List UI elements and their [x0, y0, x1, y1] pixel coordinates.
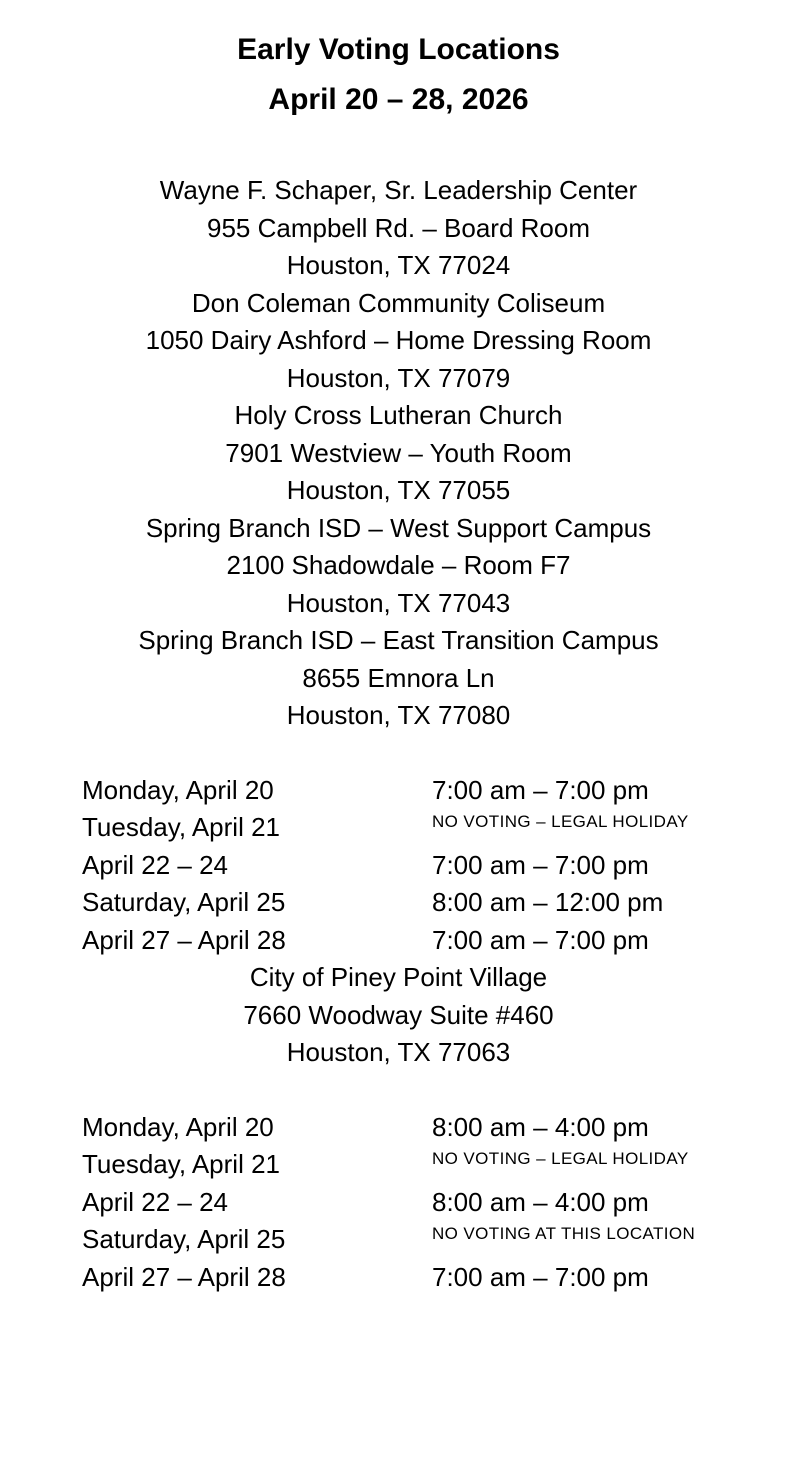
location-city: Houston, TX 77055 [286, 475, 511, 505]
schedule-day: Monday, April 20 [82, 1111, 274, 1142]
schedule-row [0, 922, 797, 960]
location-name: City of Piney Point Village [249, 962, 548, 992]
schedule-day: Saturday, April 25 [82, 887, 286, 917]
location-city: Houston, TX 77063 [286, 1037, 511, 1067]
schedule-hours: 7:00 am – 7:00 pm [432, 849, 649, 880]
location-piney-point [0, 959, 797, 1072]
location-address: 2100 Shadowdale – Room F7 [226, 550, 571, 580]
location-5 [0, 622, 797, 735]
schedule-hours-note: NO VOTING – LEGAL HOLIDAY [432, 1149, 689, 1168]
location-1 [0, 172, 797, 285]
schedule-row [0, 1221, 797, 1259]
location-name: Wayne F. Schaper, Sr. Leadership Center [159, 175, 638, 205]
location-city: Houston, TX 77043 [286, 587, 511, 618]
schedule-hours: 7:00 am – 7:00 pm [432, 1261, 649, 1292]
schedule-day: Tuesday, April 21 [82, 812, 280, 842]
location-city: Houston, TX 77079 [286, 362, 511, 393]
schedule-hours: 8:00 am – 4:00 pm [432, 1186, 649, 1217]
schedule-hours: 8:00 am – 12:00 pm [432, 887, 664, 917]
location-city: Houston, TX 77080 [286, 700, 511, 730]
schedule-hours: 7:00 am – 7:00 pm [432, 924, 649, 955]
location-name: Holy Cross Lutheran Church [234, 400, 563, 430]
schedule-day: April 27 – April 28 [82, 1261, 286, 1292]
location-3 [0, 397, 797, 510]
location-name: Spring Branch ISD – East Transition Campus [138, 625, 659, 655]
schedule-day: Saturday, April 25 [82, 1224, 286, 1254]
location-address: 8655 Emnora Ln [302, 662, 495, 693]
schedule-row [0, 809, 797, 847]
schedule-hours: 7:00 am – 7:00 pm [432, 774, 649, 805]
title-line-2: April 20 – 28, 2026 [268, 83, 529, 116]
location-address: 955 Campbell Rd. – Board Room [207, 212, 590, 243]
schedule-hours-note: NO VOTING AT THIS LOCATION [432, 1224, 696, 1243]
location-list [0, 172, 797, 735]
location-city: Houston, TX 77024 [286, 250, 511, 280]
schedule-day: April 22 – 24 [82, 849, 228, 880]
schedule-row [0, 1146, 797, 1184]
location-address: 7660 Woodway Suite #460 [243, 999, 554, 1030]
schedule-hours-note: NO VOTING – LEGAL HOLIDAY [432, 812, 689, 831]
page-title [0, 0, 797, 125]
schedule-day: April 22 – 24 [82, 1186, 228, 1217]
schedule-main [0, 772, 797, 960]
location-4 [0, 510, 797, 623]
schedule-piney-point [0, 1109, 797, 1297]
schedule-day: Monday, April 20 [82, 774, 274, 805]
schedule-row [0, 847, 797, 885]
location-name: Spring Branch ISD – West Support Campus [145, 512, 652, 543]
schedule-hours: 8:00 am – 4:00 pm [432, 1111, 649, 1142]
location-address: 7901 Westview – Youth Room [225, 437, 572, 468]
schedule-row [0, 884, 797, 922]
schedule-day: Tuesday, April 21 [82, 1149, 280, 1179]
schedule-row [0, 1259, 797, 1297]
schedule-day: April 27 – April 28 [82, 924, 286, 955]
location-address: 1050 Dairy Ashford – Home Dressing Room [145, 325, 652, 355]
location-name: Don Coleman Community Coliseum [191, 287, 606, 318]
title-line-1: Early Voting Locations [237, 33, 560, 66]
location-2 [0, 285, 797, 398]
